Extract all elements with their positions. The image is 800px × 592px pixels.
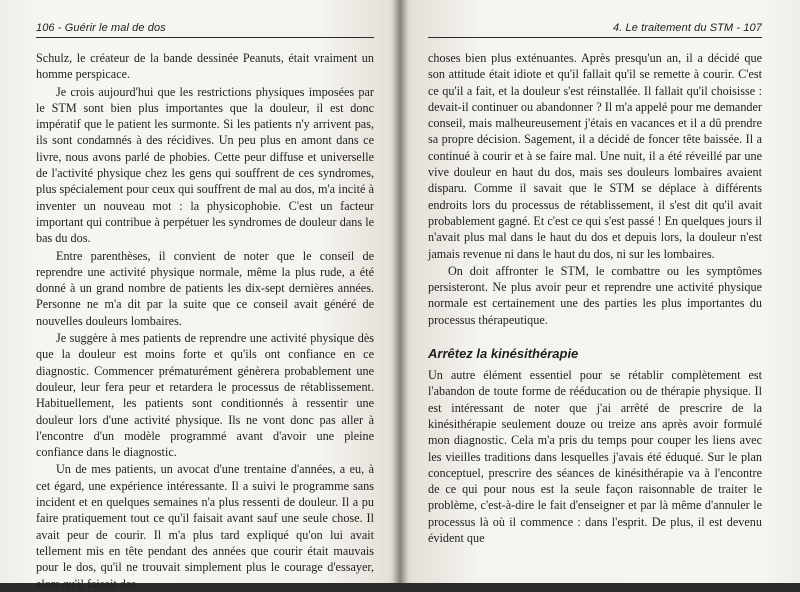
running-head-left: 106 - Guérir le mal de dos: [36, 22, 374, 38]
right-page-body: [428, 50, 762, 546]
section-title: Arrêtez la kinésithérapie: [428, 346, 579, 362]
paragraph: Je crois aujourd'hui que les restrictions physiques imposées par le STM sont bien plus importantes que la douleur, il est donc impératif que le patient les surmonte. Si les patients n'y arrivent pas, ils sont condamnés à des récidives. Un peu plus en amont dans ce livre, nous avons parlé de phobies. Cette peur diffuse et universelle de l'activité physique chez les gens qui souffrent de ces syndromes, plus spécialement pour ceux qui souffrent de mal au dos, m'a incité à inventer un nouveau mot : la physicophobie. C'est un facteur important qui contribue à perpétuer les syndromes de douleur dans le bas du dos.: [36, 84, 374, 246]
paragraph: Je suggère à mes patients de reprendre une activité physique dès que la douleur est moins forte et qu'ils ont confiance en ce diagnostic. Commencer prématurément génèrera probablement une douleur, leur fera peur et retardera le processus de rétablissement. Habituellement, les patients sont conditionnés à ressentir une douleur lors d'une activité physique. Ils ne vont donc pas aller à l'encontre d'un modèle programmé avant d'avoir une pleine confiance dans le diagnostic.: [36, 331, 374, 460]
right-page: [400, 0, 800, 583]
running-head-right: 4. Le traitement du STM - 107: [428, 22, 762, 38]
left-page-body: [36, 50, 374, 592]
paragraph: On doit affronter le STM, le combattre ou les symptômes persisteront. Ne plus avoir peur et reprendre une activité physique normale est certainement une des parties les plus importantes du processus thérapeutique.: [428, 263, 762, 327]
paragraph: Un autre élément essentiel pour se rétablir complètement est l'abandon de toute forme de rééducation ou de thérapie physique. Il est intéressant de noter que j'ai arrêté de prescrire de la kinésithérapie seulement douze ou treize ans après avoir formulé mon diagnostic. Cela m'a pris du temps pour couper les liens avec les vieilles traditions dans lesquelles j'avais été éduqué. Sur le plan conceptuel, prescrire des séances de kinésithérapie va à l'encontre de ce qui pour nous est la seule façon raisonnable de traiter le problème, c'est-à-dire le fait d'enseigner et par là même d'annuler le processus là où il commence : dans l'esprit. De plus, il est devenu évident que: [428, 368, 762, 546]
paragraph: choses bien plus exténuantes. Après presqu'un an, il a décidé que son attitude était idiote et qu'il fallait qu'il se remette à courir. C'est ce qu'il a fait, et la douleur s'est réinstallée. Il fallait qu'il choisisse : devait-il continuer ou abandonner ? Il m'a appelé pour me demander conseil, mais malheureusement j'étais en vacances et il a dû prendre sa propre décision. Sagement, il a décidé de foncer tête baissée. Il a continué à courir et à se faire mal. Une nuit, il a été réveillé par une vive douleur en haut du dos, mais ses douleurs lombaires avaient disparu. Comme il savait que le STM se déplace à différents endroits lors du processus de rétablissement, il s'est dit qu'il avait probablement gagné. Et c'est ce qui s'est passé ! En quelques jours il n'avait plus mal dans le haut du dos et depuis lors, la douleur n'est jamais revenue ni dans le haut du dos, ni sur les lombaires.: [428, 51, 762, 261]
paragraph: Un de mes patients, un avocat d'une trentaine d'années, a eu, à cet égard, une expérience intéressante. Il a suivi le programme sans incident et en quelques semaines n'a plus ressenti de douleur. Il a pu faire pratiquement tout ce qu'il faisait avant sauf une seule chose. Il avait peur de courir. Il m'a plus tard expliqué qu'on lui avait tellement mis en tête pendant des années que courir était mauvais pour le dos, qu'il ne trouvait simplement plus le courage d'essayer, alors qu'il faisait des: [36, 462, 374, 591]
left-page: [0, 0, 400, 591]
paragraph: Schulz, le créateur de la bande dessinée Peanuts, était vraiment un homme perspicace.: [36, 51, 374, 82]
paragraph: Entre parenthèses, il convient de noter que le conseil de reprendre une activité physique normale, même la plus rude, a été donné à un grand nombre de patients les dix-sept dernières années. Personne ne m'a dit par la suite que ce conseil avait généré de nouvelles douleurs lombaires.: [36, 248, 374, 328]
